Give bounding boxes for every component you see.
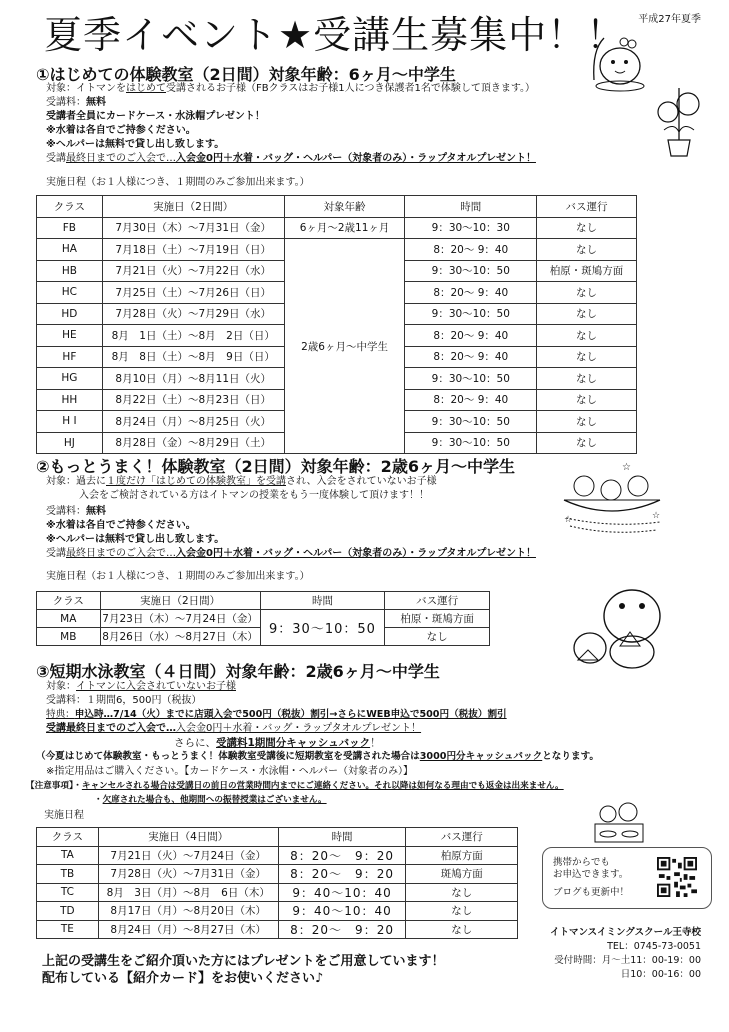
cell-bus: なし (406, 920, 518, 939)
mobile-signup-box (542, 847, 712, 909)
section3-heading: ③短期水泳教室（４日間）対象年齢：2歳6ヶ月～中学生 (36, 662, 440, 681)
cell-time: 9：40～10：40 (278, 883, 406, 902)
section2-target-line2: 入会をご検討されている方はイトマンの授業をもう一度体験して頂けます！！ (79, 490, 429, 501)
cell-dates: 8月17日（月）～8月20日（木） (98, 902, 278, 921)
cell-class: TE (37, 920, 99, 939)
section3-schedule-table (36, 827, 518, 939)
section3-schedule-label: 実施日程 (44, 810, 84, 821)
section1-schedule-label: 実施日程（お１人様につき、１期間のみご参加出来ます。） (46, 177, 310, 188)
cell-dates: 7月25日（土）～7月26日（日） (102, 282, 284, 304)
cell-time: 8：20～ 9：20 (278, 846, 406, 865)
cell-bus: なし (537, 389, 637, 411)
cell-dates: 8月 3日（月）～8月 6日（木） (98, 883, 278, 902)
cell-bus: なし (537, 411, 637, 433)
cell-class: MB (37, 628, 101, 646)
cell-time: 8：20～ 9：40 (405, 346, 537, 368)
cell-time: 8：20～ 9：40 (405, 282, 537, 304)
cell-bus: なし (537, 368, 637, 390)
table-header-row (37, 592, 490, 610)
hippo-illustration-icon (568, 580, 668, 672)
section1-swimsuit-note: ※水着は各自でご持参ください。 (46, 125, 196, 136)
section2-helper-note: ※ヘルパーは無料で貸し出し致します。 (46, 534, 225, 545)
cell-bus: なし (537, 239, 637, 261)
cell-class: HC (37, 282, 103, 304)
cell-class: H I (37, 411, 103, 433)
cell-dates: 7月28日（火）～7月31日（金） (98, 865, 278, 884)
cell-dates: 8月24日（月）～8月27日（木） (98, 920, 278, 939)
section2-swimsuit-note: ※水着は各自でご持参ください。 (46, 520, 196, 531)
qr-code-icon[interactable] (657, 857, 697, 897)
infobox-line2: お申込できます。 (553, 869, 629, 880)
cell-class: TA (37, 846, 99, 865)
cell-time: 9：30～10：50 (405, 411, 537, 433)
section2-fee: 受講料：無料 (46, 506, 106, 517)
children-boat-illustration-icon (556, 456, 668, 538)
cell-time: 9：30～10：50 (405, 432, 537, 454)
cell-bus: なし (537, 217, 637, 239)
cell-bus: なし (537, 432, 637, 454)
section1-present: 受講者全員にカードケース・水泳帽プレゼント！ (46, 111, 265, 122)
table-row (37, 846, 518, 865)
section3-perk: 特典：申込時…7/14（火）までに店頭入会で500円（税抜）割引→さらにWEB申込で500円（税抜）割引 (46, 709, 507, 720)
cell-class: TC (37, 883, 99, 902)
section3-target: 対象：イトマンに入会されていないお子様 (46, 681, 236, 692)
section3-join-offer: 受講最終日までのご入会で…入会金0円＋水着・バッグ・ラップタオルプレゼント！ (46, 723, 422, 734)
table-row (37, 883, 518, 902)
cell-bus: なし (406, 883, 518, 902)
cell-dates: 8月 8日（土）～8月 9日（日） (102, 346, 284, 368)
cooking-children-illustration-icon (592, 802, 646, 844)
cell-class: HD (37, 303, 103, 325)
header-class: クラス (37, 592, 101, 610)
infobox-line1: 携帯からでも (553, 857, 610, 868)
section2-join-offer: 受講最終日までのご入会で…入会金0円＋水着・バッグ・ヘルパー（対象者のみ）・ラップタオルプレゼント！ (46, 548, 536, 559)
hours-sunday: 日10：00-16：00 (620, 969, 701, 980)
cell-time: 9：30～10：50 (405, 303, 537, 325)
cell-dates: 7月21日（火）～7月24日（金） (98, 846, 278, 865)
table-row (37, 610, 490, 628)
table-row (37, 239, 637, 261)
infobox-line3: ブログも更新中！ (553, 887, 630, 898)
section3-cashback: さらに、受講料1期間分キャッシュバック！ (174, 737, 381, 749)
page-title: 夏季イベント★受講生募集中！！ (44, 13, 626, 57)
cell-bus: なし (537, 325, 637, 347)
cell-dates: 8月 1日（土）～8月 2日（日） (102, 325, 284, 347)
table-row (37, 217, 637, 239)
cell-bus: 柏原方面 (406, 846, 518, 865)
cell-time: 9：30～10：50 (405, 368, 537, 390)
frog-illustration-icon (588, 30, 648, 92)
section2-target: 対象：過去に１度だけ「はじめての体験教室」を受講され、入会をされていないお子様 (46, 476, 437, 487)
section1-fee: 受講料：無料 (46, 97, 106, 108)
section2-heading: ②もっとうまく！体験教室（2日間）対象年齢：2歳6ヶ月～中学生 (36, 457, 515, 476)
cell-bus: 斑鳩方面 (406, 865, 518, 884)
section2-schedule-label: 実施日程（お１人様につき、１期間のみご参加出来ます。） (46, 571, 310, 582)
cell-dates: 8月10日（月）～8月11日（火） (102, 368, 284, 390)
section1-target: 対象：イトマンをはじめて受講されるお子様（FBクラスはお子様1人につき保護者1名で体験して頂きます。） (46, 83, 536, 94)
cell-class: TD (37, 902, 99, 921)
cell-bus: 柏原・斑鳩方面 (385, 610, 490, 628)
section1-join-offer: 受講最終日までのご入会で…入会金0円＋水着・バッグ・ヘルパー（対象者のみ）・ラップタオルプレゼント！ (46, 153, 536, 164)
contact-info (550, 926, 701, 982)
morning-glory-illustration-icon (654, 82, 704, 158)
cell-bus: なし (537, 282, 637, 304)
table-row (37, 920, 518, 939)
section1-helper-note: ※ヘルパーは無料で貸し出し致します。 (46, 139, 225, 150)
hours-weekday: 受付時間：月～土11：00-19：00 (554, 955, 701, 966)
section3-caution2: ・欠席された場合も、他期間への振替授業はございません。 (94, 795, 327, 805)
svg-text:☆: ☆ (652, 511, 661, 521)
header-time: 時間 (278, 828, 406, 847)
cell-class: HB (37, 260, 103, 282)
cell-time: 8：20～ 9：40 (405, 389, 537, 411)
header-age: 対象年齢 (284, 196, 405, 218)
cell-class: MA (37, 610, 101, 628)
header-bus: バス運行 (385, 592, 490, 610)
cell-time: 9：30～10：50 (260, 610, 385, 646)
cell-class: HF (37, 346, 103, 368)
section3-caution1: 【注意事項】・キャンセルされる場合は受講日の前日の営業時間内までにご連絡ください。それ以降は如何なる理由でも返金は出来ません。 (26, 781, 564, 791)
table-header-row (37, 828, 518, 847)
section1-heading: ①はじめての体験教室（2日間）対象年齢：6ヶ月～中学生 (36, 65, 456, 84)
table-row (37, 902, 518, 921)
cell-dates: 8月26日（水）～8月27日（木） (100, 628, 260, 646)
cell-dates: 7月30日（木）～7月31日（金） (102, 217, 284, 239)
header-bus: バス運行 (406, 828, 518, 847)
svg-text:☆: ☆ (564, 515, 573, 525)
header-time: 時間 (260, 592, 385, 610)
cell-age: 2歳6ヶ月～中学生 (284, 239, 405, 454)
cell-time: 8：20～ 9：40 (405, 325, 537, 347)
header-class: クラス (37, 828, 99, 847)
cell-time: 8：20～ 9：20 (278, 865, 406, 884)
cell-time: 9：40～10：40 (278, 902, 406, 921)
cell-bus: なし (385, 628, 490, 646)
cell-time: 8：20～ 9：40 (405, 239, 537, 261)
cell-class: HG (37, 368, 103, 390)
table-row (37, 865, 518, 884)
cell-dates: 7月18日（土）～7月19日（日） (102, 239, 284, 261)
cell-class: HH (37, 389, 103, 411)
cell-class: FB (37, 217, 103, 239)
footer-line1: 上記の受講生をご紹介頂いた方にはプレゼントをご用意しています！ (42, 954, 445, 969)
cell-class: TB (37, 865, 99, 884)
cell-class: HE (37, 325, 103, 347)
footer-line2: 配布している【紹介カード】をお使いください♪ (42, 971, 324, 986)
cell-dates: 8月28日（金）～8月29日（土） (102, 432, 284, 454)
cell-bus: なし (537, 346, 637, 368)
cell-class: HJ (37, 432, 103, 454)
phone-number: TEL：0745-73-0051 (607, 941, 701, 952)
section2-schedule-table (36, 591, 490, 646)
cell-dates: 8月24日（月）～8月25日（火） (102, 411, 284, 433)
cell-time: 9：30～10：50 (405, 260, 537, 282)
header-dates: 実施日（2日間） (100, 592, 260, 610)
cell-dates: 7月28日（火）～7月29日（水） (102, 303, 284, 325)
cell-class: HA (37, 239, 103, 261)
section3-designated-items: ※指定用品はご購入ください。【カードケース・水泳帽・ヘルパー（対象者のみ）】 (46, 766, 413, 777)
header-dates: 実施日（4日間） (98, 828, 278, 847)
header-bus: バス運行 (537, 196, 637, 218)
cell-dates: 7月21日（火）～7月22日（水） (102, 260, 284, 282)
header-time: 時間 (405, 196, 537, 218)
svg-text:☆: ☆ (622, 462, 631, 473)
cell-bus: なし (406, 902, 518, 921)
era-label: 平成27年夏季 (638, 14, 701, 25)
table-header-row (37, 196, 637, 218)
school-name: イトマンスイミングスクール王寺校 (549, 927, 701, 938)
cell-bus: なし (537, 303, 637, 325)
cell-dates: 7月23日（木）～7月24日（金） (100, 610, 260, 628)
cell-time: 8：20～ 9：20 (278, 920, 406, 939)
section3-cashback-note: （今夏はじめて体験教室・もっとうまく！体験教室受講後に短期教室を受講された場合は3000円分キャッシュバックとなります。 (36, 751, 599, 762)
section1-schedule-table (36, 195, 637, 454)
cell-dates: 8月22日（土）～8月23日（日） (102, 389, 284, 411)
header-class: クラス (37, 196, 103, 218)
cell-time: 9：30～10：30 (405, 217, 537, 239)
section3-fee: 受講料：１期間6，500円（税抜） (46, 695, 202, 706)
cell-age: 6ヶ月～2歳11ヶ月 (284, 217, 405, 239)
header-dates: 実施日（2日間） (102, 196, 284, 218)
cell-bus: 柏原・斑鳩方面 (537, 260, 637, 282)
